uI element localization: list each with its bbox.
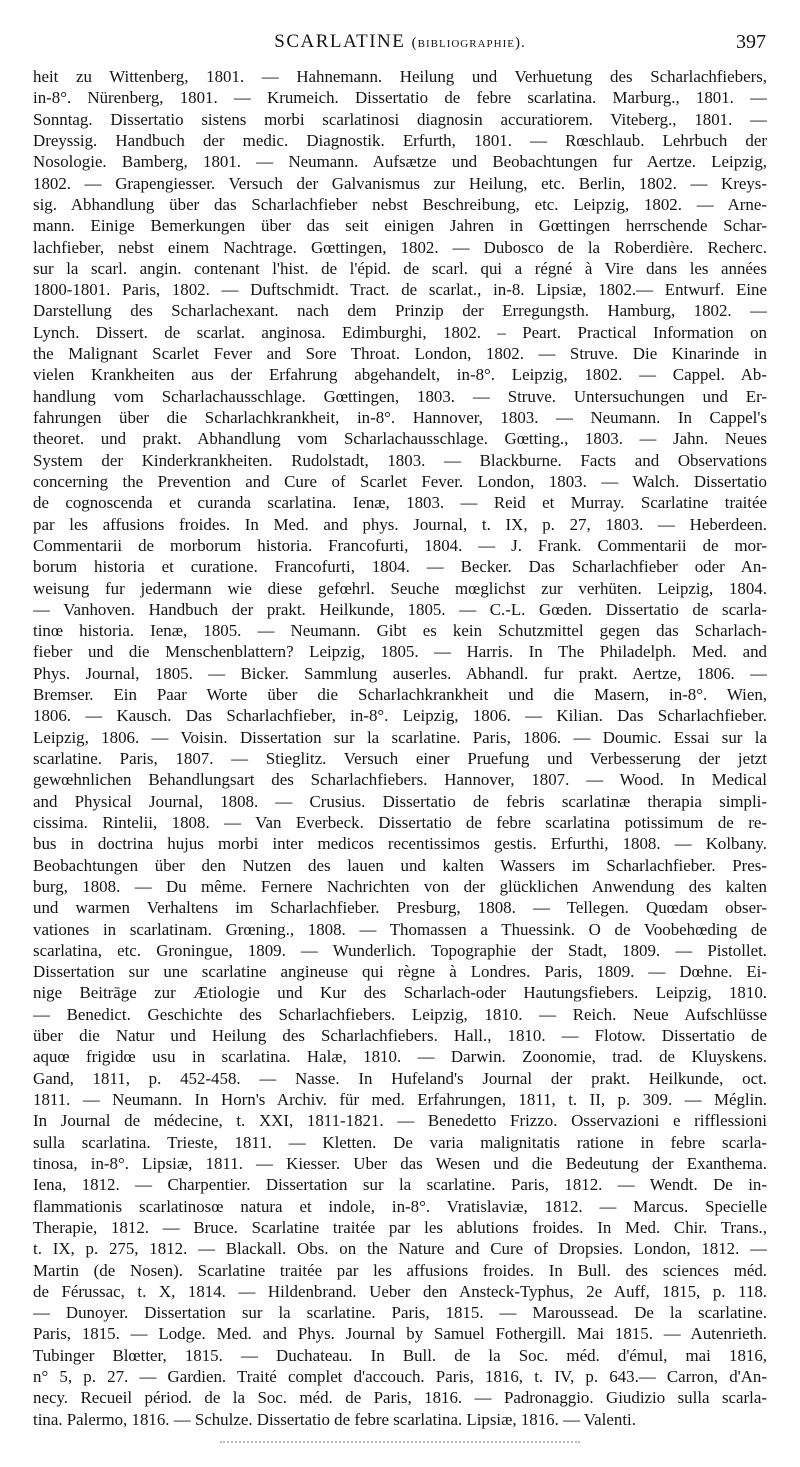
text-line: par les affusions froides. In Med. and phys. Journal, t. IX, p. 27, 1803. — Heberdeen. bbox=[33, 514, 767, 534]
running-title bbox=[0, 31, 800, 53]
text-line: — Vanhoven. Handbuch der prakt. Heilkunde, 1805. — C.-L. Gœden. Dissertatio de scarla- bbox=[33, 599, 767, 619]
bibliography-text bbox=[33, 66, 767, 1430]
text-line: Therapie, 1812. — Bruce. Scarlatine traitée par les ablutions froides. In Med. Chir. Trans., bbox=[33, 1217, 767, 1237]
text-line: de cognoscenda et curanda scarlatina. Ienæ, 1803. — Reid et Murray. Scarlatine traitée bbox=[33, 493, 767, 513]
text-line: — Benedict. Geschichte des Scharlachfiebers. Leipzig, 1810. — Reich. Neue Aufschlüsse bbox=[33, 1004, 767, 1024]
text-line: In Journal de médecine, t. XXI, 1811-1821. — Benedetto Frizzo. Osservazioni e rifflessioni bbox=[33, 1111, 767, 1131]
text-line: concerning the Prevention and Cure of Scarlet Fever. London, 1803. — Walch. Dissertatio bbox=[33, 471, 767, 491]
text-line: handlung vom Scharlachausschlage. Gœttingen, 1803. — Struve. Untersuchungen und Er- bbox=[33, 386, 767, 406]
text-line: de Férussac, t. X, 1814. — Hildenbrand. Ueber den Ansteck-Typhus, 2e Auff, 1815, p. 118. bbox=[33, 1281, 767, 1301]
text-line: theoret. und prakt. Abhandlung vom Scharlachausschlage. Gœtting., 1803. — Jahn. Neues bbox=[33, 429, 767, 449]
text-line: mann. Einige Bemerkungen über das seit einigen Jahren in Gœttingen herrschende Schar- bbox=[33, 216, 767, 236]
text-line: in-8°. Nürenberg, 1801. — Krumeich. Dissertatio de febre scarlatina. Marburg., 1801. — bbox=[33, 88, 767, 108]
text-line: 1806. — Kausch. Das Scharlachfieber, in-8°. Leipzig, 1806. — Kilian. Das Scharlachfieber. bbox=[33, 706, 767, 726]
text-line: lachfieber, nebst einem Nachtrage. Gœttingen, 1802. — Dubosco de la Roberdière. Recherc. bbox=[33, 237, 767, 257]
text-line: System der Kinderkrankheiten. Rudolstadt, 1803. — Blackburne. Facts and Observations bbox=[33, 450, 767, 470]
text-line: über die Natur und Heilung des Scharlachfiebers. Hall., 1810. — Flotow. Dissertatio de bbox=[33, 1026, 767, 1046]
text-line: fieber und die Menschenblattern? Leipzig, 1805. — Harris. In The Philadelph. Med. and bbox=[33, 642, 767, 662]
text-line: bus in doctrina hujus morbi inter medicos recentissimos gestis. Erfurthi, 1808. — Kolbany. bbox=[33, 834, 767, 854]
text-line: 1802. — Grapengiesser. Versuch der Galvanismus zur Heilung, etc. Berlin, 1802. — Kreys- bbox=[33, 173, 767, 193]
text-line: sig. Abhandlung über das Scharlachfieber nebst Beschreibung, etc. Leipzig, 1802. — Arne- bbox=[33, 194, 767, 214]
text-line: fahrungen über die Scharlachkrankheit, in-8°. Hannover, 1803. — Neumann. In Cappel's bbox=[33, 408, 767, 427]
text-line: Dreyssig. Handbuch der medic. Diagnostik. Erfurth, 1801. — Rœschlaub. Lehrbuch der bbox=[33, 130, 767, 150]
text-line: sulla scarlatina. Trieste, 1811. — Kletten. De varia malignitatis ratione in febre scarla- bbox=[33, 1132, 767, 1152]
text-line: heit zu Wittenberg, 1801. — Hahnemann. Heilung und Verhuetung des Scharlachfiebers, bbox=[33, 67, 767, 86]
text-line: Leipzig, 1806. — Voisin. Dissertation sur la scarlatine. Paris, 1806. — Doumic. Essai sur la bbox=[33, 727, 767, 747]
page-number: 397 bbox=[736, 31, 766, 53]
text-line: Commentarii de morborum historia. Francofurti, 1804. — J. Frank. Commentarii de mor- bbox=[33, 535, 767, 555]
text-line: tinœ historia. Ienæ, 1805. — Neumann. Gibt es kein Schutzmittel gegen das Scharlach- bbox=[33, 621, 767, 641]
text-line: t. IX, p. 275, 1812. — Blackall. Obs. on the Nature and Cure of Dropsies. London, 1812. — bbox=[33, 1239, 767, 1259]
text-line: gewœhnlichen Behandlungsart des Scharlachfiebers. Hannover, 1807. — Wood. In Medical bbox=[33, 770, 767, 790]
text-line: Iena, 1812. — Charpentier. Dissertation sur la scarlatine. Paris, 1812. — Wendt. De in- bbox=[33, 1175, 767, 1195]
running-title-subtitle: (bibliographie). bbox=[411, 35, 526, 51]
text-line: Tubinger Blœtter, 1815. — Duchateau. In Bull. de la Soc. méd. d'émul, mai 1816, bbox=[33, 1345, 767, 1365]
text-line: 1800-1801. Paris, 1802. — Duftschmidt. Tract. de scarlat., in-8. Lipsiæ, 1802.— Entwurf. Eine bbox=[33, 280, 767, 300]
text-line: scarlatina, etc. Groningue, 1809. — Wunderlich. Topographie der Stadt, 1809. — Pistollet. bbox=[33, 940, 767, 960]
footer-rule bbox=[220, 1441, 580, 1443]
text-line: Paris, 1815. — Lodge. Med. and Phys. Journal by Samuel Fothergill. Mai 1815. — Autenrieth. bbox=[33, 1324, 767, 1344]
text-line: Lynch. Dissert. de scarlat. anginosa. Edimburghi, 1802. – Peart. Practical Information on bbox=[33, 322, 767, 342]
text-line: necy. Recueil périod. de la Soc. méd. de Paris, 1816. — Padronaggio. Giudizio sulla scarla- bbox=[33, 1388, 767, 1408]
text-line: — Dunoyer. Dissertation sur la scarlatine. Paris, 1815. — Maroussead. De la scarlatine. bbox=[33, 1303, 767, 1323]
text-line: Bremser. Ein Paar Worte über die Scharlachkrankheit und die Masern, in-8°. Wien, bbox=[33, 685, 767, 705]
text-line: Sonntag. Dissertatio sistens morbi scarlatinosi diagnosin accuratiorem. Viteberg., 1801. — bbox=[33, 109, 767, 129]
text-line: burg, 1808. — Du même. Fernere Nachrichten von der glücklichen Anwendung des kalten bbox=[33, 876, 767, 896]
text-line: vielen Krankheiten aus der Erfahrung abgehandelt, in-8°. Leipzig, 1802. — Cappel. Ab- bbox=[33, 365, 767, 385]
text-line: Phys. Journal, 1805. — Bicker. Sammlung auserles. Abhandl. fur prakt. Aertze, 1806. — bbox=[33, 663, 767, 683]
running-title-main: SCARLATINE bbox=[274, 31, 406, 52]
text-line: weisung fur jedermann wie diese gefœhrl. Seuche mœglichst zur verhüten. Leipzig, 1804. bbox=[33, 578, 767, 598]
text-line: sur la scarl. angin. contenant l'hist. de l'épid. de scarl. qui a régné à Vire dans les années bbox=[33, 258, 767, 278]
text-line: cissima. Rintelii, 1808. — Van Everbeck. Dissertatio de febre scarlatina potissimum de re- bbox=[33, 812, 767, 832]
text-line: Beobachtungen über den Nutzen des lauen und kalten Wassers im Scharlachfieber. Pres- bbox=[33, 855, 767, 875]
text-line: n° 5, p. 27. — Gardien. Traité complet d'accouch. Paris, 1816, t. IV, p. 643.— Carron, d'An- bbox=[33, 1367, 767, 1387]
text-line: Martin (de Nosen). Scarlatine traitée par les affusions froides. In Bull. des sciences méd. bbox=[33, 1260, 767, 1280]
text-line: tina. Palermo, 1816. — Schulze. Dissertatio de febre scarlatina. Lipsiæ, 1816. — Valenti. bbox=[33, 1409, 636, 1429]
text-line: and Physical Journal, 1808. — Crusius. Dissertatio de febris scarlatinæ therapia simpli- bbox=[33, 791, 767, 811]
text-line: scarlatine. Paris, 1807. — Stieglitz. Versuch einer Pruefung und Verbesserung der jetzt bbox=[33, 749, 767, 768]
text-line: 1811. — Neumann. In Horn's Archiv. für med. Erfahrungen, 1811, t. II, p. 309. — Méglin. bbox=[33, 1090, 767, 1109]
page-header bbox=[0, 31, 800, 57]
text-line: vationes in scarlatinam. Grœning., 1808. — Thomassen a Thuessink. O de Voobehœding de bbox=[33, 919, 767, 939]
text-line: borum historia et curatione. Francofurti, 1804. — Becker. Das Scharlachfieber oder An- bbox=[33, 557, 767, 577]
text-line: und warmen Verhaltens im Scharlachfieber. Presburg, 1808. — Tellegen. Quœdam obser- bbox=[33, 898, 767, 918]
text-line: the Malignant Scarlet Fever and Sore Throat. London, 1802. — Struve. Die Kinarinde in bbox=[33, 344, 767, 364]
text-line: tinosa, in-8°. Lipsiæ, 1811. — Kiesser. Uber das Wesen und die Bedeutung der Exanthema. bbox=[33, 1153, 767, 1173]
text-line: Gand, 1811, p. 452-458. — Nasse. In Hufeland's Journal der prakt. Heilkunde, oct. bbox=[33, 1068, 767, 1088]
text-line: Nosologie. Bamberg, 1801. — Neumann. Aufsætze und Beobachtungen fur Aertze. Leipzig, bbox=[33, 152, 767, 172]
text-line: Darstellung des Scharlachexant. nach dem Prinzip der Erregungsth. Hamburg, 1802. — bbox=[33, 301, 767, 321]
text-line: Dissertation sur une scarlatine angineuse qui règne à Londres. Paris, 1809. — Dœhne. Ei- bbox=[33, 962, 767, 982]
text-line: aquœ frigidœ usu in scarlatina. Halæ, 1810. — Darwin. Zoonomie, trad. de Kluyskens. bbox=[33, 1047, 767, 1067]
text-line: flammationis scarlatinosœ natura et indole, in-8°. Vratislaviæ, 1812. — Marcus. Specielle bbox=[33, 1196, 767, 1216]
text-line: nige Beitrāge zur Ætiologie und Kur des Scharlach-oder Hautungsfiebers. Leipzig, 1810. bbox=[33, 983, 767, 1003]
